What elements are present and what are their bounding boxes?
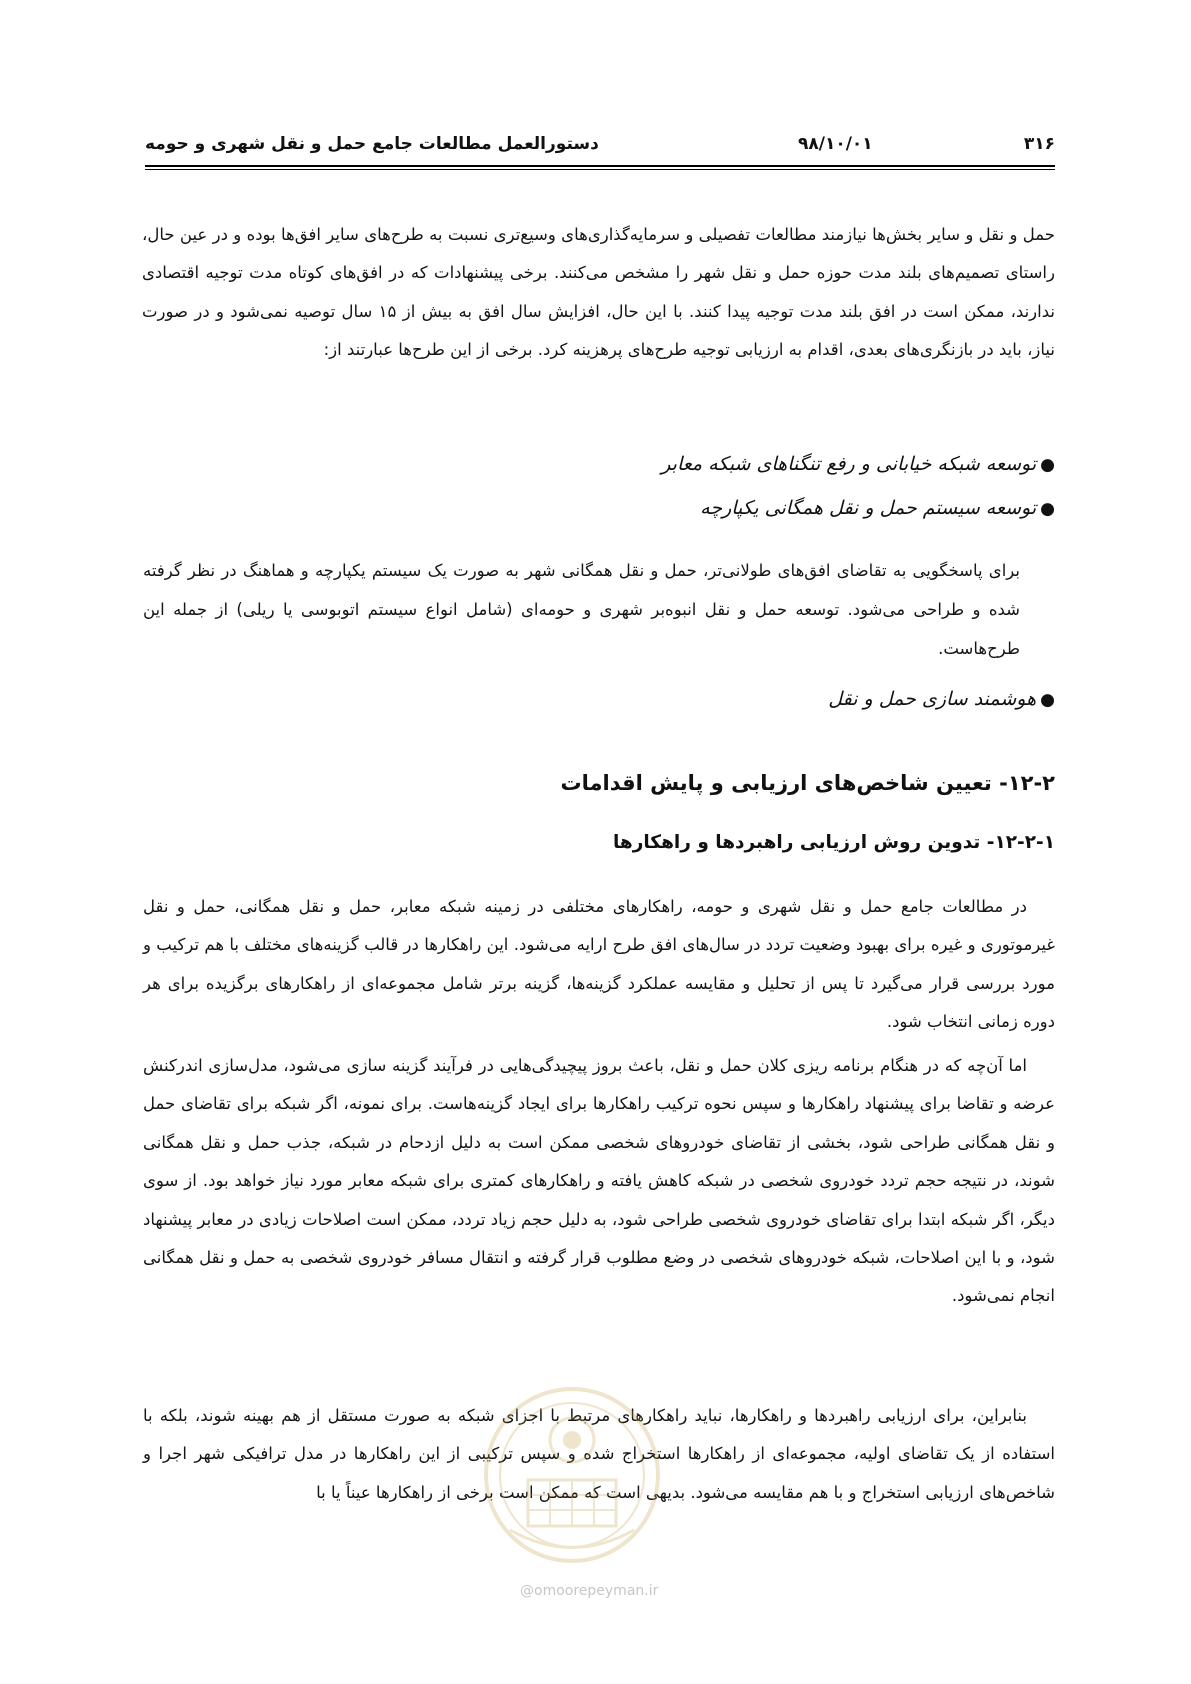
document-title: دستورالعمل مطالعات جامع حمل و نقل شهری و حومه	[145, 134, 599, 154]
bullet-item-public-transport	[700, 497, 1055, 519]
paragraph-complexity: اما آن‌چه که در هنگام برنامه ریزی کلان حمل و نقل، باعث بروز پیچیدگی‌هایی در فرآیند گزینه سازی می‌شود، مدل‌سازی اندرکنش عرضه و تقاضا برای پیشنهاد راهکارها و سپس نحوه ترکیب راهکارها برای ایجاد گزینه‌هاست. برای نمونه، اگر شبکه برای تقاضای حمل و نقل همگانی طراحی شود، بخشی از تقاضای خودروهای شخصی ممکن است به دلیل ازدحام در شبکه، جذب حمل و نقل همگانی شوند، در نتیجه حجم تردد خودروی شخصی در شبکه کاهش یافته و راهکارهای کمتری برای شبکه معابر مورد نیاز خواهد بود. از سوی دیگر، اگر شبکه ابتدا برای تقاضای خودروی شخصی طراحی شود، به دلیل حجم زیاد تردد، ممکن است اصلاحات زیادی در معابر پیشنهاد شود، و با این اصلاحات، شبکه خودروهای شخصی در وضع مطلوب قرار گرفته و انتقال مسافر خودروی شخصی به حمل و نقل همگانی انجام نمی‌شود.	[143, 1056, 1055, 1306]
page-number: ۳۱۶	[1023, 134, 1055, 154]
running-header	[145, 130, 1055, 160]
header-date: ۹۸/۱۰/۰۱	[798, 134, 873, 154]
bullet-text: توسعه شبکه خیابانی و رفع تنگناهای شبکه معابر	[661, 453, 1037, 475]
bullet-icon: ●	[1040, 455, 1055, 475]
watermark-url: @omoorepeyman.ir	[520, 1583, 659, 1599]
bullet-item-smart-transport	[828, 688, 1055, 710]
bullet-text: هوشمند سازی حمل و نقل	[828, 688, 1037, 710]
section-heading: ۱۲-۲- تعیین شاخص‌های ارزیابی و پایش اقدامات	[560, 771, 1055, 795]
header-rule-thin	[145, 169, 1055, 170]
paragraph-strategies: در مطالعات جامع حمل و نقل شهری و حومه، راهکارهای مختلفی در زمینه شبکه معابر، حمل و نقل همگانی، حمل و نقل غیرموتوری و غیره برای بهبود وضعیت تردد در سال‌های افق طرح ارایه می‌شود. این راهکارها در قالب گزینه‌های مختلف با هم ترکیب و مورد بررسی قرار می‌گیرد تا پس از تحلیل و مقایسه عملکرد گزینه‌ها، گزینه برتر شامل مجموعه‌ای از راهکارهای برگزیده برای هر دوره زمانی انتخاب شود.	[143, 897, 1055, 1032]
paragraph-public-transport: برای پاسخگویی به تقاضای افق‌های طولانی‌تر، حمل و نقل همگانی شهر به صورت یک سیستم یکپارچه و هماهنگ در نظر گرفته شده و طراحی می‌شود. توسعه حمل و نقل انبوه‌بر شهری و حومه‌ای (شامل انواع سیستم اتوبوسی یا ریلی) از جمله این طرح‌هاست.	[143, 561, 1020, 658]
paragraph-horizon-plans: حمل و نقل و سایر بخش‌ها نیازمند مطالعات تفصیلی و سرمایه‌گذاری‌های وسیع‌تری نسبت به طرح‌های سایر افق‌ها بوده و در عین حال، راستای تصمیم‌های بلند مدت حوزه حمل و نقل شهر را مشخص می‌کنند. برخی پیشنهادات که در افق‌های کوتاه مدت توجیه اقتصادی ندارند، ممکن است در افق بلند مدت توجیه پیدا کنند. با این حال، افزایش سال افق به بیش از ۱۵ سال توصیه نمی‌شود و در صورت نیاز، باید در بازنگری‌های بعدی، اقدام به ارزیابی توجیه طرح‌های پرهزینه کرد. برخی از این طرح‌ها عبارتند از:	[142, 225, 1055, 360]
subsection-heading: ۱۲-۲-۱- تدوین روش ارزیابی راهبردها و راهکارها	[612, 832, 1055, 853]
header-rule-thick	[145, 165, 1055, 167]
bullet-icon: ●	[1040, 499, 1055, 519]
bullet-item-street-network	[661, 453, 1055, 475]
bullet-icon: ●	[1040, 690, 1055, 710]
paragraph-evaluation: بنابراین، برای ارزیابی راهبردها و راهکارها، نباید راهکارهای مرتبط با اجزای شبکه به صورت مستقل از هم بهینه شوند، بلکه با استفاده از یک تقاضای اولیه، مجموعه‌ای از راهکارها استخراج شده و سپس ترکیبی از این راهکارها در مدل ترافیکی شهر اجرا و شاخص‌های ارزیابی استخراج و با هم مقایسه می‌شود. بدیهی است که ممکن است برخی از راهکارها عیناً یا با	[143, 1406, 1055, 1502]
bullet-text: توسعه سیستم حمل و نقل همگانی یکپارچه	[700, 497, 1037, 519]
watermark-seal-icon	[480, 1380, 665, 1570]
